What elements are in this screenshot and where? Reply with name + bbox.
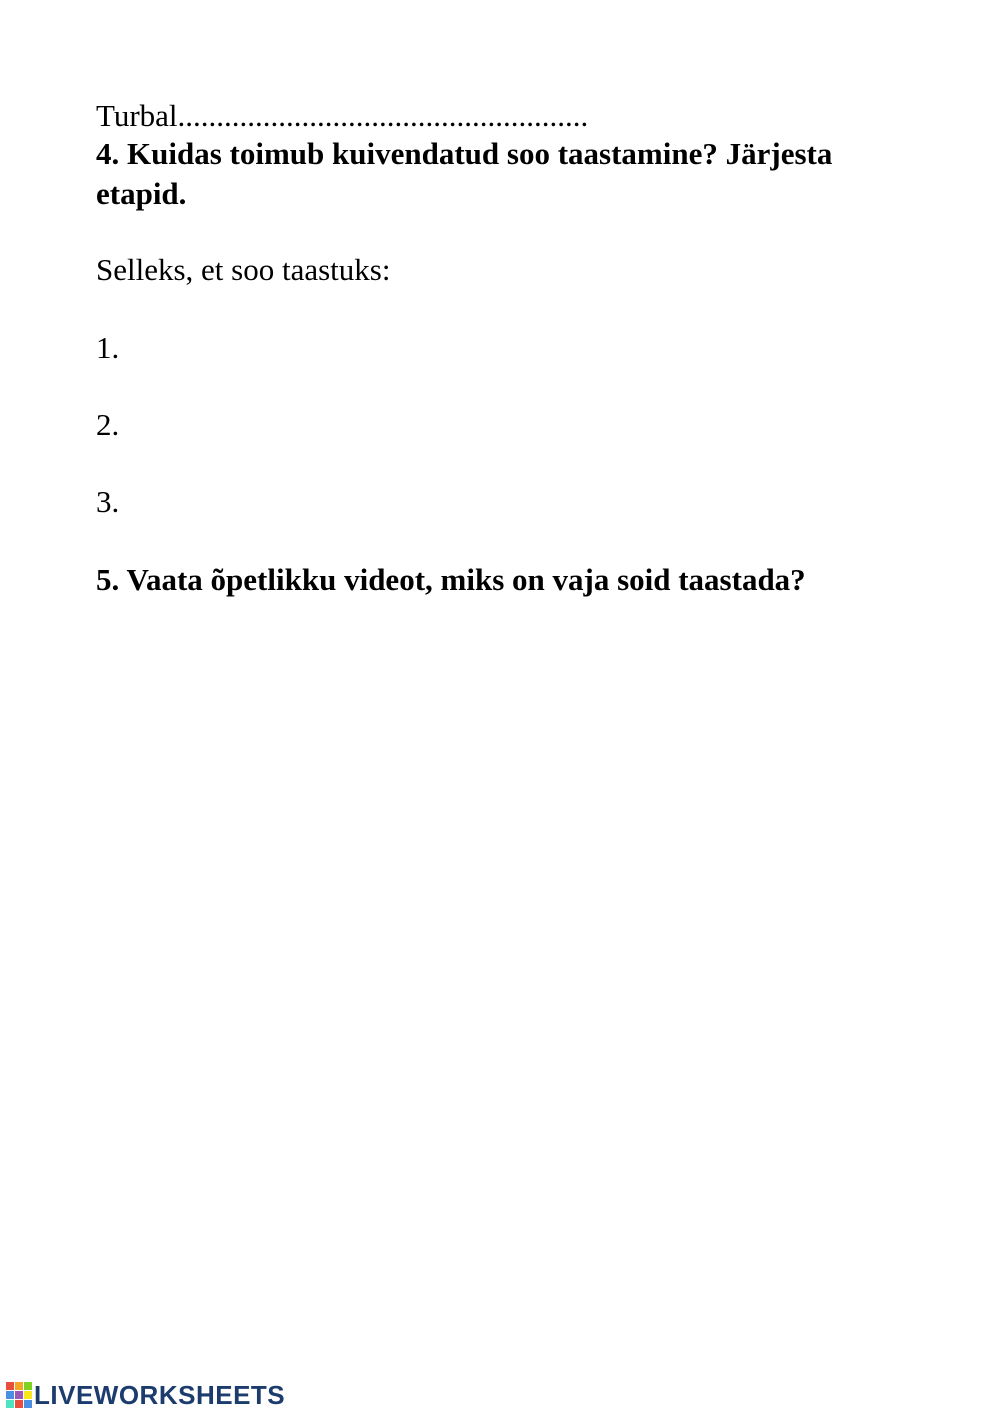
logo-cell: [15, 1382, 23, 1390]
logo-cell: [15, 1391, 23, 1399]
step-2: 2.: [96, 407, 120, 442]
question-4-heading: 4. Kuidas toimub kuivendatud soo taastamine? Järjesta etapid.: [96, 136, 833, 211]
question-5-heading: 5. Vaata õpetlikku videot, miks on vaja soid taastada?: [96, 562, 806, 597]
logo-cell: [24, 1400, 32, 1408]
step-3: 3.: [96, 484, 120, 519]
footer-brand: [6, 1380, 285, 1410]
turbal-line: Turbal.....................................................: [96, 98, 589, 133]
logo-cell: [24, 1391, 32, 1399]
liveworksheets-logo-icon: [6, 1382, 32, 1408]
step-1: 1.: [96, 330, 120, 365]
logo-cell: [24, 1382, 32, 1390]
brand-name: LIVEWORKSHEETS: [34, 1379, 286, 1410]
logo-cell: [6, 1382, 14, 1390]
logo-cell: [6, 1400, 14, 1408]
logo-cell: [6, 1391, 14, 1399]
intro-text: Selleks, et soo taastuks:: [96, 252, 391, 287]
logo-cell: [15, 1400, 23, 1408]
